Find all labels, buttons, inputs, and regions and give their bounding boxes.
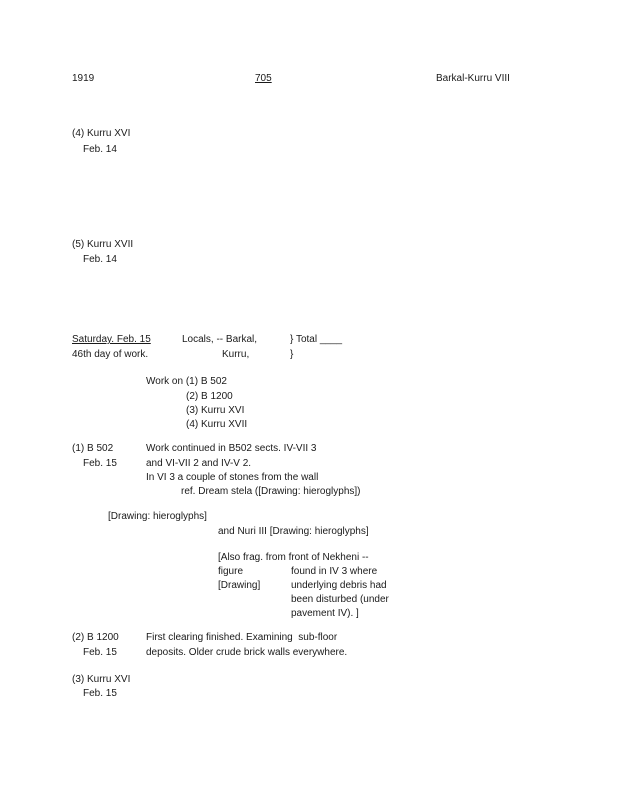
- frag-right: been disturbed (under: [291, 594, 389, 605]
- entry-title: (5) Kurru XVII: [72, 239, 134, 250]
- work-on-item: (2) B 1200: [186, 391, 233, 402]
- total-brace: }: [290, 349, 294, 360]
- work-on-item: (4) Kurru XVII: [186, 419, 248, 430]
- locals-kurru: Kurru,: [222, 349, 250, 360]
- nuri-note: and Nuri III [Drawing: hieroglyphs]: [218, 526, 369, 537]
- entry-date: Feb. 14: [83, 144, 117, 155]
- drawing-note: [Drawing: hieroglyphs]: [108, 511, 207, 522]
- entry-line: Work continued in B502 sects. IV-VII 3: [146, 443, 317, 454]
- frag-right: pavement IV). ]: [291, 608, 359, 619]
- entry-title: (3) Kurru XVI: [72, 674, 131, 685]
- entry-date: Feb. 15: [83, 688, 117, 699]
- entry-date: Feb. 15: [83, 647, 117, 658]
- day-of-work: 46th day of work.: [72, 349, 149, 360]
- entry-title: (2) B 1200: [72, 632, 119, 643]
- frag-left: figure: [218, 566, 244, 577]
- page-number: 705: [255, 73, 272, 84]
- header-year: 1919: [72, 73, 95, 84]
- entry-line: First clearing finished. Examining sub-floor: [146, 632, 338, 643]
- entry-title: (4) Kurru XVI: [72, 128, 131, 139]
- day-date: Saturday. Feb. 15: [72, 334, 151, 345]
- entry-line: and VI-VII 2 and IV-V 2.: [146, 458, 252, 469]
- entry-line: deposits. Older crude brick walls everywhere.: [146, 647, 348, 658]
- frag-left: [Drawing]: [218, 580, 261, 591]
- header-series: Barkal-Kurru VIII: [436, 73, 510, 84]
- work-on-item: (3) Kurru XVI: [186, 405, 245, 416]
- entry-date: Feb. 15: [83, 458, 117, 469]
- frag-right: found in IV 3 where: [291, 566, 378, 577]
- frag-right: underlying debris had: [291, 580, 387, 591]
- total-line: } Total ____: [290, 334, 343, 345]
- entry-title: (1) B 502: [72, 443, 114, 454]
- entry-date: Feb. 14: [83, 254, 117, 265]
- work-on-intro: Work on (1) B 502: [146, 376, 227, 387]
- entry-line: ref. Dream stela ([Drawing: hieroglyphs]): [181, 486, 361, 497]
- entry-line: In VI 3 a couple of stones from the wall: [146, 472, 319, 483]
- locals-barkal: Locals, -- Barkal,: [182, 334, 258, 345]
- frag-line: [Also frag. from front of Nekheni --: [218, 552, 369, 563]
